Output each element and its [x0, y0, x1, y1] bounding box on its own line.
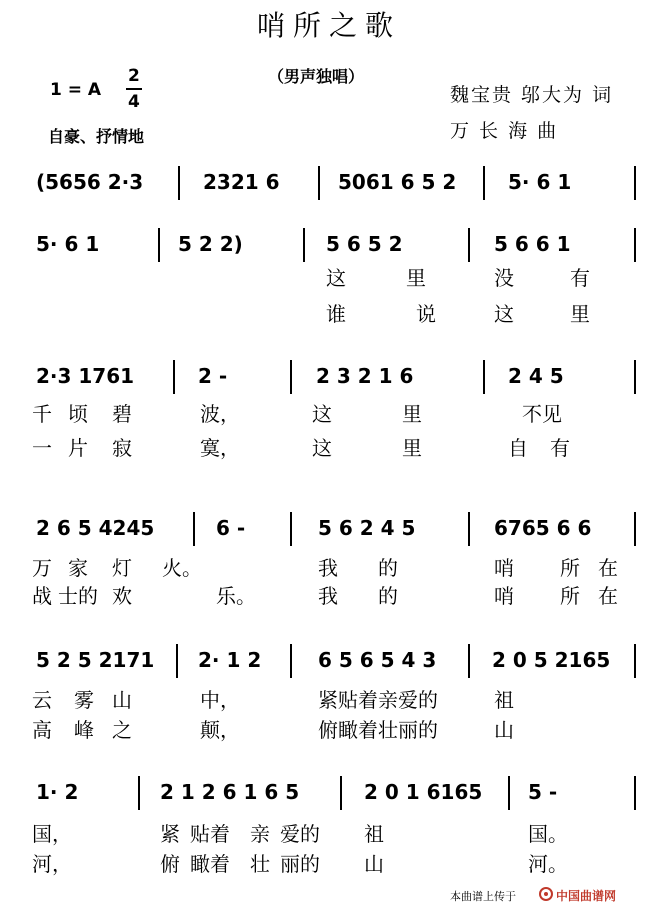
measure: (5656 2·3 — [36, 170, 144, 194]
lyric-char: 我 — [318, 584, 338, 608]
barline — [468, 512, 470, 546]
lyrics-verse-2-line-3 — [28, 580, 638, 608]
lyric-char: 里 — [402, 436, 422, 460]
lyric-char: 自 — [508, 436, 528, 460]
lyrics-verse-1-line-1 — [28, 262, 638, 290]
lyric-char: 我 — [318, 556, 338, 580]
barline — [634, 776, 636, 810]
site-logo-icon — [538, 886, 554, 902]
lyric-char: 千 — [32, 402, 52, 426]
lyric-char: 谁 — [326, 302, 346, 326]
measure: 2321 6 — [203, 170, 280, 194]
lyrics-verse-1-line-2 — [28, 398, 638, 426]
lyric-char: 士的 — [58, 584, 98, 608]
lyric-char: 哨 — [494, 584, 514, 608]
lyric-char: 波， — [200, 402, 240, 426]
lyric-char: 山 — [494, 718, 514, 742]
barline — [178, 166, 180, 200]
lyric-char: 山 — [364, 852, 384, 876]
lyric-char: 国， — [32, 822, 72, 846]
time-signature-line — [126, 88, 142, 90]
lyric-char: 片 — [68, 436, 88, 460]
lyric-char: 里 — [570, 302, 590, 326]
lyric-char: 不见 — [522, 402, 562, 426]
lyric-char: 寂 — [112, 436, 132, 460]
measure: 5 6 2 4 5 — [318, 516, 416, 540]
lyric-char: 战 — [32, 584, 52, 608]
measure: 2 0 5 2165 — [492, 648, 611, 672]
barline — [468, 644, 470, 678]
lyric-char: 爱的 — [280, 822, 320, 846]
lyric-char: 寞， — [200, 436, 240, 460]
barline — [173, 360, 175, 394]
lyrics-verse-2-line-1 — [28, 298, 638, 326]
lyric-char: 山 — [112, 688, 132, 712]
tempo-marking: 自豪、抒情地 — [48, 127, 145, 146]
lyric-char: 所 — [560, 556, 580, 580]
lyric-char: 说 — [416, 302, 436, 326]
lyric-char: 这 — [494, 302, 514, 326]
measure: 2 6 5 4245 — [36, 516, 155, 540]
measure: 6765 6 6 — [494, 516, 592, 540]
upload-note: 本曲谱上传于 — [450, 890, 516, 903]
lyric-char: 火。 — [162, 556, 202, 580]
performance-note: （男声独唱） — [268, 67, 365, 86]
barline — [303, 228, 305, 262]
measure: 2·3 1761 — [36, 364, 135, 388]
measure: 5 6 5 2 — [326, 232, 403, 256]
measure: 5061 6 5 2 — [338, 170, 457, 194]
barline — [290, 360, 292, 394]
lyric-char: 这 — [312, 436, 332, 460]
lyric-char: 有 — [570, 266, 590, 290]
lyric-char: 河。 — [528, 852, 568, 876]
lyric-char: 河， — [32, 852, 72, 876]
barline — [138, 776, 140, 810]
barline — [176, 644, 178, 678]
measure: 5 6 6 1 — [494, 232, 571, 256]
lyric-char: 瞰着 — [190, 852, 230, 876]
lyric-char: 在 — [598, 556, 618, 580]
staff-1 — [28, 160, 638, 204]
barline — [634, 644, 636, 678]
measure: 5· 6 1 — [508, 170, 572, 194]
barline — [634, 228, 636, 262]
lyric-char: 丽的 — [280, 852, 320, 876]
measure: 2 - — [198, 364, 228, 388]
lyric-char: 紧贴着亲爱的 — [318, 688, 438, 712]
barline — [318, 166, 320, 200]
lyric-char: 高 — [32, 718, 52, 742]
lyric-char: 云 — [32, 688, 52, 712]
lyric-char: 欢 — [112, 584, 132, 608]
barline — [158, 228, 160, 262]
barline — [290, 512, 292, 546]
page-title: 哨所之歌 — [256, 9, 401, 42]
lyric-char: 没 — [494, 266, 514, 290]
lyric-char: 家 — [68, 556, 88, 580]
lyrics-verse-2-line-2 — [28, 432, 638, 460]
lyric-char: 雾 — [74, 688, 94, 712]
lyric-char: 祖 — [364, 822, 384, 846]
lyric-char: 里 — [402, 402, 422, 426]
measure: 2 3 2 1 6 — [316, 364, 414, 388]
measure: 5 - — [528, 780, 558, 804]
lyric-char: 的 — [378, 556, 398, 580]
measure: 5 2 5 2171 — [36, 648, 155, 672]
measure: 1· 2 — [36, 780, 79, 804]
lyric-char: 国。 — [528, 822, 568, 846]
lyric-char: 这 — [312, 402, 332, 426]
barline — [634, 360, 636, 394]
time-signature-bottom: 4 — [128, 92, 140, 112]
lyric-char: 一 — [32, 436, 52, 460]
measure: 2· 1 2 — [198, 648, 262, 672]
lyric-char: 颠， — [200, 718, 240, 742]
lyric-char: 之 — [112, 718, 132, 742]
measure: 2 0 1 6165 — [364, 780, 483, 804]
lyric-char: 这 — [326, 266, 346, 290]
measure: 6 - — [216, 516, 246, 540]
barline — [483, 166, 485, 200]
lyrics-verse-2-line-4 — [28, 714, 638, 742]
lyric-char: 紧 — [160, 822, 180, 846]
lyrics-verse-2-line-5 — [28, 848, 638, 876]
lyric-char: 贴着 — [190, 822, 230, 846]
composer-credit: 万 长 海 曲 — [450, 120, 559, 142]
lyric-char: 顷 — [68, 402, 88, 426]
lyric-char: 万 — [32, 556, 52, 580]
staff-5 — [28, 638, 638, 682]
staff-2 — [28, 222, 638, 266]
lyric-char: 灯 — [112, 556, 132, 580]
lyric-char: 峰 — [74, 718, 94, 742]
lyric-char: 亲 — [250, 822, 270, 846]
site-logo-text: 中国曲谱网 — [556, 889, 617, 903]
lyric-char: 碧 — [112, 402, 132, 426]
lyric-char: 有 — [550, 436, 570, 460]
staff-6 — [28, 770, 638, 814]
staff-4 — [28, 506, 638, 550]
lyric-char: 壮 — [250, 852, 270, 876]
barline — [340, 776, 342, 810]
lyrics-verse-1-line-5 — [28, 818, 638, 846]
barline — [290, 644, 292, 678]
barline — [193, 512, 195, 546]
barline — [634, 166, 636, 200]
lyricist-credit: 魏宝贵 邬大为 词 — [450, 84, 614, 106]
time-signature-top: 2 — [128, 66, 140, 86]
measure: 5· 6 1 — [36, 232, 100, 256]
key-signature: 1 = A — [50, 80, 102, 100]
lyric-char: 在 — [598, 584, 618, 608]
measure: 2 4 5 — [508, 364, 564, 388]
lyric-char: 俯 — [160, 852, 180, 876]
lyric-char: 乐。 — [216, 584, 256, 608]
barline — [508, 776, 510, 810]
barline — [483, 360, 485, 394]
measure: 5 2 2) — [178, 232, 243, 256]
lyric-char: 俯瞰着壮丽的 — [318, 718, 438, 742]
lyric-char: 所 — [560, 584, 580, 608]
lyric-char: 中， — [200, 688, 240, 712]
lyrics-verse-1-line-3 — [28, 552, 638, 580]
lyrics-verse-1-line-4 — [28, 684, 638, 712]
measure: 2 1 2 6 1 6 5 — [160, 780, 300, 804]
staff-3 — [28, 354, 638, 398]
lyric-char: 祖 — [494, 688, 514, 712]
lyric-char: 哨 — [494, 556, 514, 580]
barline — [468, 228, 470, 262]
measure: 6 5 6 5 4 3 — [318, 648, 437, 672]
lyric-char: 里 — [406, 266, 426, 290]
barline — [634, 512, 636, 546]
lyric-char: 的 — [378, 584, 398, 608]
